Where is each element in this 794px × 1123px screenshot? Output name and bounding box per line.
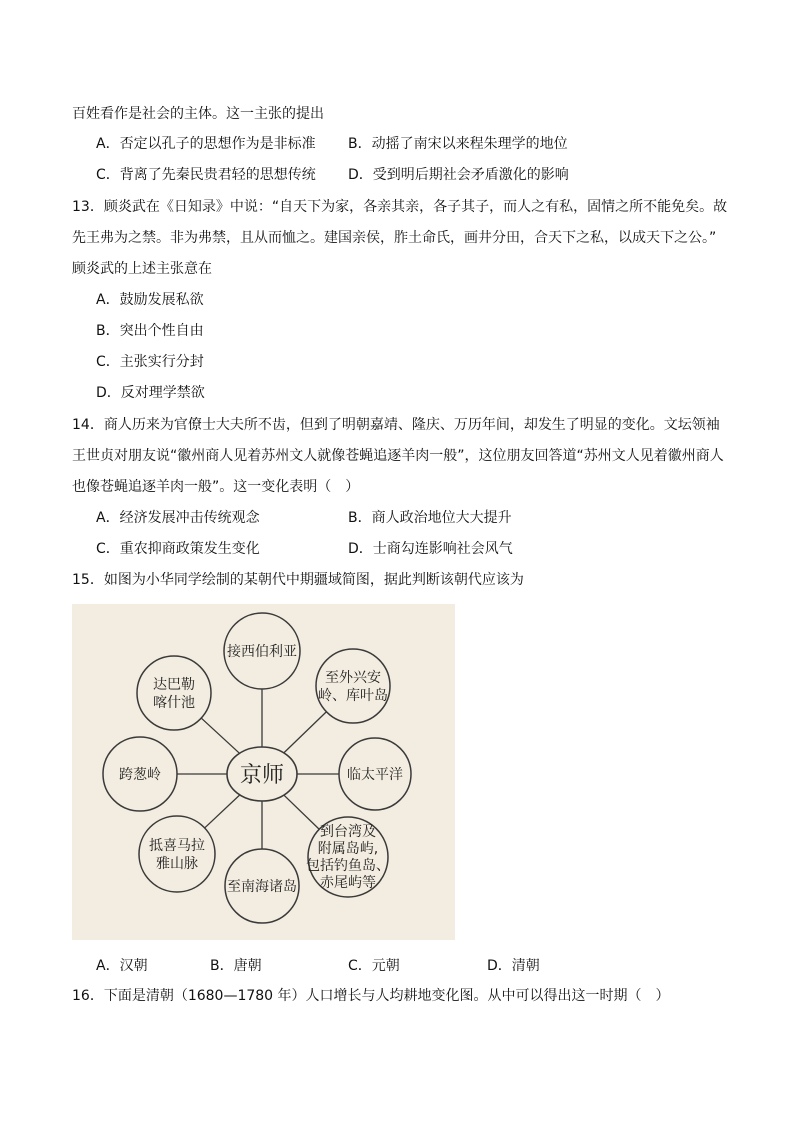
q14-option-a — [96, 508, 260, 528]
q12-option-b-letter: B． — [348, 136, 372, 152]
q15-option-c — [348, 956, 400, 976]
node-label-line: 抵喜马拉 — [149, 838, 205, 855]
q13-option-a-text: 鼓励发展私欲 — [119, 292, 204, 308]
node-label-line: 包括钓鱼岛、 — [306, 858, 390, 875]
q15-option-c-text: 元朝 — [371, 958, 400, 974]
territory-diagram-svg — [72, 604, 455, 940]
q12-option-d — [348, 165, 569, 185]
node-outer-xingan — [316, 649, 390, 723]
q13-option-d — [96, 383, 205, 403]
q13-stem-line-1: 13．顾炎武在《日知录》中说：“自天下为家，各亲其亲，各子其子，而人之有私，固情之所不能免矣。故 — [72, 199, 728, 215]
territory-diagram — [72, 604, 455, 940]
q15-option-b-letter: B． — [210, 958, 234, 974]
q14-option-a-text: 经济发展冲击传统观念 — [119, 510, 260, 526]
node-himalaya — [139, 816, 215, 892]
capital-label: 京师 — [239, 763, 285, 788]
q15-option-d-text: 清朝 — [511, 958, 540, 974]
q13-option-b-text: 突出个性自由 — [119, 323, 204, 339]
node-label-line: 至外兴安 — [325, 670, 381, 687]
q13-option-b — [96, 321, 204, 341]
q14-option-c-letter: C． — [96, 541, 120, 557]
node-siberia — [224, 613, 300, 689]
q14-stem-line-1: 14．商人历来为官僚士大夫所不齿，但到了明朝嘉靖、隆庆、万历年间，却发生了明显的变化。文坛领袖 — [72, 417, 720, 433]
q15-option-a-text: 汉朝 — [119, 958, 148, 974]
q14-option-b — [348, 508, 512, 528]
node-label-line: 至南海诸岛 — [227, 879, 297, 896]
q15-option-a-letter: A． — [96, 958, 120, 974]
q13-stem-line-2: 先王弗为之禁。非为弗禁，且从而恤之。建国亲侯，胙土命氏，画井分田，合天下之私，以成天下之公。” — [72, 230, 717, 246]
q13-option-d-text: 反对理学禁欲 — [120, 385, 205, 401]
node-south-sea — [225, 849, 299, 923]
q14-stem-line-2: 王世贞对朋友说“徽州商人见着苏州文人就像苍蝇追逐羊肉一般”，这位朋友回答道“苏州文人见着徽州商人 — [72, 448, 724, 464]
node-label-line: 接西伯利亚 — [227, 644, 297, 661]
q15-option-d-letter: D． — [487, 958, 512, 974]
q13-option-a — [96, 290, 204, 310]
q15-option-a — [96, 956, 148, 976]
q13-option-c-text: 主张实行分封 — [119, 354, 204, 370]
q12-option-c-letter: C． — [96, 167, 120, 183]
q13-option-d-letter: D． — [96, 385, 121, 401]
q16-stem: 16．下面是清朝（1680—1780 年）人口增长与人均耕地变化图。从中可以得出这一时期（ ） — [72, 988, 670, 1004]
q12-option-d-text: 受到明后期社会矛盾激化的影响 — [372, 167, 569, 183]
q14-option-d-text: 士商勾连影响社会风气 — [372, 541, 513, 557]
q12-option-c — [96, 165, 316, 185]
node-label-line: 岭、库叶岛 — [318, 688, 388, 705]
q13-option-c — [96, 352, 204, 372]
q14-option-c — [96, 539, 260, 559]
q13-option-a-letter: A． — [96, 292, 120, 308]
q12-option-c-text: 背离了先秦民贵君轻的思想传统 — [119, 167, 316, 183]
node-pacific — [339, 738, 411, 810]
q13-option-c-letter: C． — [96, 354, 120, 370]
node-label-line: 跨葱岭 — [119, 767, 161, 784]
q13-option-b-letter: B． — [96, 323, 120, 339]
q12-option-b — [348, 134, 568, 154]
q14-option-a-letter: A． — [96, 510, 120, 526]
q13-stem-line-3: 顾炎武的上述主张意在 — [72, 261, 212, 277]
q12-stem-tail: 百姓看作是社会的主体。这一主张的提出 — [72, 106, 324, 122]
q14-option-b-letter: B． — [348, 510, 372, 526]
q12-option-b-text: 动摇了南宋以来程朱理学的地位 — [371, 136, 568, 152]
q12-option-d-letter: D． — [348, 167, 373, 183]
node-taiwan — [306, 817, 390, 897]
node-balkhash — [137, 656, 211, 730]
node-label-line: 附属岛屿, — [317, 841, 379, 858]
node-label-line: 喀什池 — [153, 695, 195, 712]
q15-stem: 15．如图为小华同学绘制的某朝代中期疆域简图，据此判断该朝代应该为 — [72, 572, 524, 588]
q15-option-c-letter: C． — [348, 958, 372, 974]
q15-option-b-text: 唐朝 — [233, 958, 262, 974]
q12-option-a-text: 否定以孔子的思想作为是非标准 — [119, 136, 316, 152]
node-label-line: 达巴勒 — [153, 677, 195, 694]
node-pamir — [103, 737, 177, 811]
q12-option-a — [96, 134, 316, 154]
q15-option-b — [210, 956, 262, 976]
q14-option-d-letter: D． — [348, 541, 373, 557]
node-label-line: 临太平洋 — [347, 767, 403, 784]
node-label-line: 到台湾及 — [320, 824, 376, 841]
q12-option-a-letter: A． — [96, 136, 120, 152]
q14-stem-line-3: 也像苍蝇追逐羊肉一般”。这一变化表明（ ） — [72, 479, 360, 495]
node-label-line: 赤尾屿等 — [320, 875, 376, 892]
capital-node — [227, 747, 297, 801]
node-label-line: 雅山脉 — [156, 856, 198, 873]
q14-option-d — [348, 539, 513, 559]
q14-option-b-text: 商人政治地位大大提升 — [371, 510, 512, 526]
q14-option-c-text: 重农抑商政策发生变化 — [119, 541, 260, 557]
q15-option-d — [487, 956, 540, 976]
